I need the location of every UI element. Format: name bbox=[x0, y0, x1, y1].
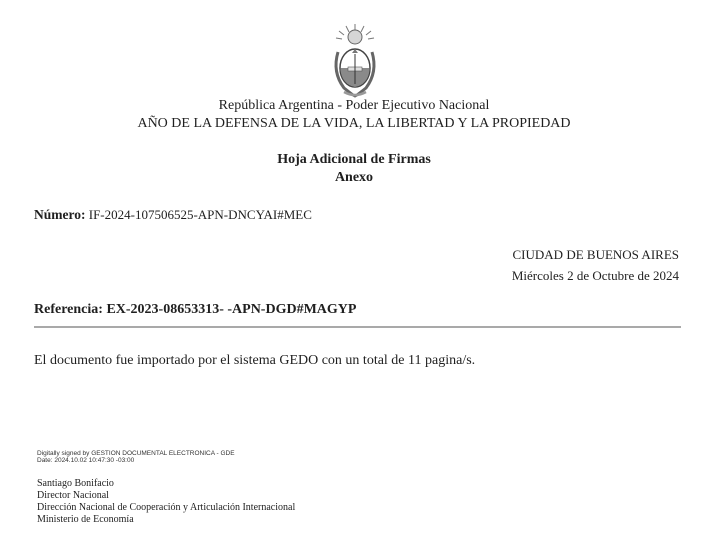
header-line-2: AÑO DE LA DEFENSA DE LA VIDA, LA LIBERTAD Y LA PROPIEDAD bbox=[137, 116, 571, 131]
digital-signature-line: Digitally signed by GESTION DOCUMENTAL ELECTRONICA - GDE bbox=[37, 450, 235, 457]
document-subtitle: Anexo bbox=[334, 170, 374, 185]
numero-row bbox=[34, 207, 312, 223]
argentina-coat-of-arms-icon bbox=[330, 22, 380, 100]
referencia-value: EX-2023-08653313- -APN-DGD#MAGYP bbox=[106, 302, 357, 317]
digital-signature-date: Date: 2024.10.02 10:47:30 -03:00 bbox=[37, 457, 135, 464]
numero-label: Número: bbox=[34, 207, 86, 222]
city: CIUDAD DE BUENOS AIRES bbox=[512, 247, 679, 262]
signer-ministry: Ministerio de Economía bbox=[37, 514, 134, 525]
referencia-label: Referencia: bbox=[34, 302, 103, 317]
numero-value: IF-2024-107506525-APN-DNCYAI#MEC bbox=[88, 207, 312, 222]
signer-office: Dirección Nacional de Cooperación y Articulación Internacional bbox=[37, 502, 296, 513]
date: Miércoles 2 de Octubre de 2024 bbox=[511, 268, 679, 283]
header-line-1: República Argentina - Poder Ejecutivo Nacional bbox=[218, 98, 490, 113]
referencia-row bbox=[34, 302, 356, 318]
signer-name: Santiago Bonifacio bbox=[37, 478, 114, 489]
document-title: Hoja Adicional de Firmas bbox=[277, 152, 431, 167]
divider bbox=[34, 326, 681, 328]
body-text: El documento fue importado por el sistema GEDO con un total de 11 pagina/s. bbox=[34, 353, 476, 368]
signer-role: Director Nacional bbox=[37, 490, 109, 501]
